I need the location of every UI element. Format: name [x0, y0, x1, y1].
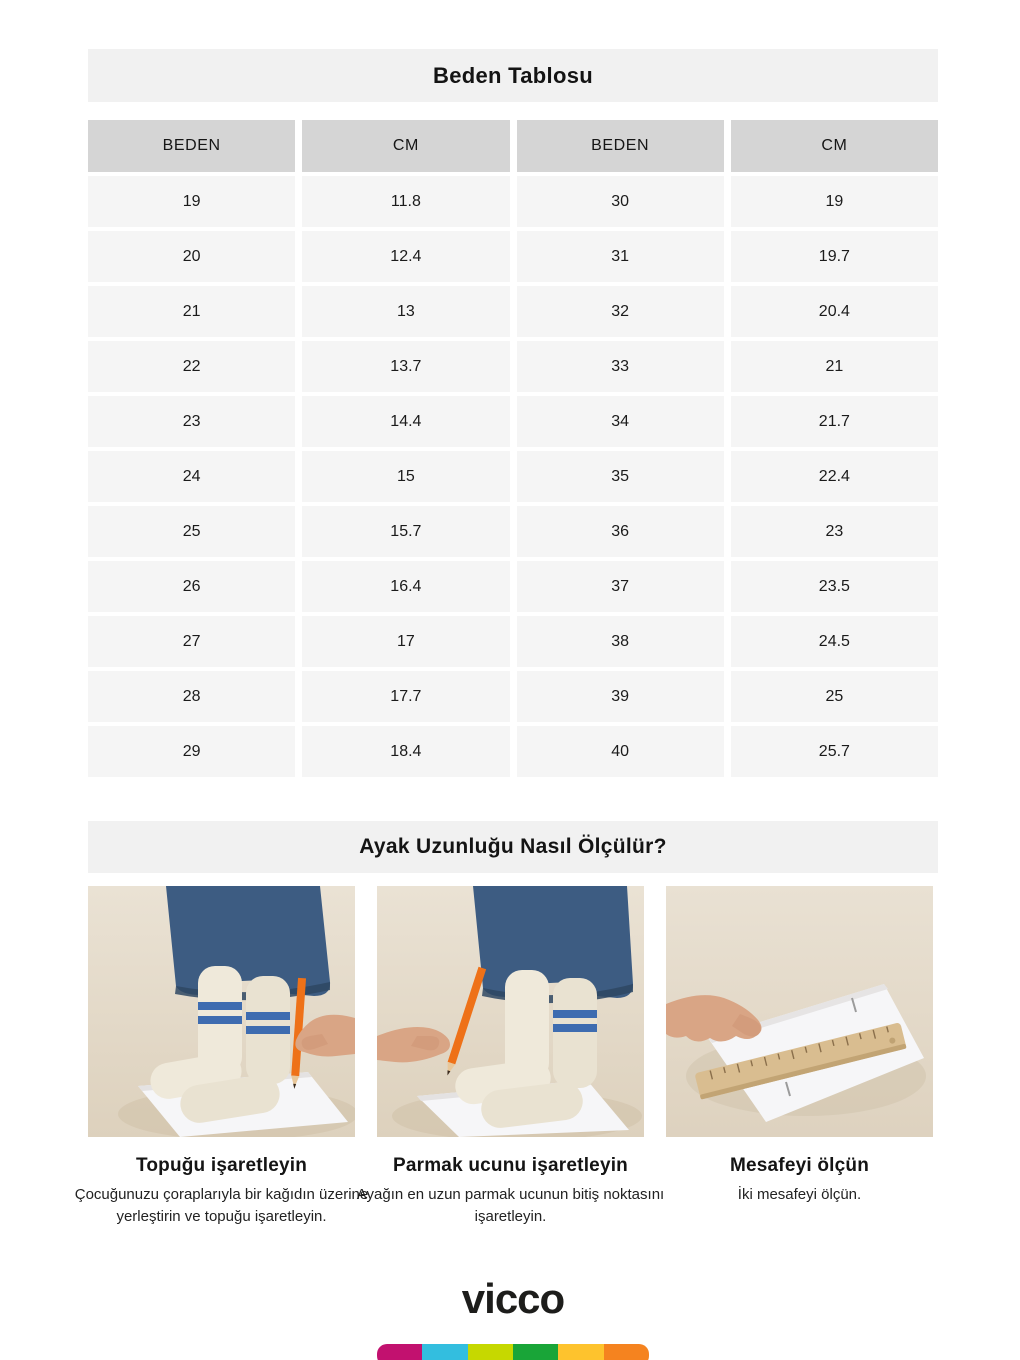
measure-title-bar — [88, 821, 938, 873]
size-guide-page — [74, 49, 938, 1360]
cm-cell: 18.4 — [302, 726, 509, 777]
cm-cell: 12.4 — [302, 231, 509, 282]
brand-bar-segment — [513, 1344, 558, 1360]
cm-cell: 17.7 — [302, 671, 509, 722]
size-cell: 20 — [88, 231, 295, 282]
size-cell: 39 — [517, 671, 724, 722]
cm-cell: 15.7 — [302, 506, 509, 557]
table-row — [88, 561, 938, 612]
table-row — [88, 671, 938, 722]
cm-cell: 23.5 — [731, 561, 938, 612]
column-header-beden-left: BEDEN — [88, 120, 295, 172]
brand-color-bar — [377, 1344, 649, 1360]
size-cell: 35 — [517, 451, 724, 502]
step-measure-distance — [666, 886, 933, 1228]
cm-cell: 22.4 — [731, 451, 938, 502]
step-title: Parmak ucunu işaretleyin — [392, 1155, 628, 1176]
cm-cell: 13.7 — [302, 341, 509, 392]
size-table — [88, 120, 938, 777]
table-row — [88, 176, 938, 227]
step-mark-toe — [356, 886, 665, 1228]
table-row — [88, 231, 938, 282]
mark-toe-photo — [377, 886, 644, 1137]
cm-cell: 19.7 — [731, 231, 938, 282]
size-cell: 36 — [517, 506, 724, 557]
step-description: Ayağın en uzun parmak ucunun bitiş noktasını işaretleyin. — [356, 1186, 665, 1225]
column-header-cm-left: CM — [302, 120, 509, 172]
cm-cell: 20.4 — [731, 286, 938, 337]
table-row — [88, 726, 938, 777]
measure-distance-photo — [666, 886, 933, 1137]
step-title: Mesafeyi ölçün — [729, 1155, 869, 1176]
size-cell: 40 — [517, 726, 724, 777]
cm-cell: 16.4 — [302, 561, 509, 612]
step-mark-heel — [74, 886, 369, 1228]
cm-cell: 19 — [731, 176, 938, 227]
size-cell: 38 — [517, 616, 724, 667]
footer — [88, 1276, 938, 1360]
cm-cell: 24.5 — [731, 616, 938, 667]
size-cell: 31 — [517, 231, 724, 282]
size-table-header-row — [88, 120, 938, 172]
step-description: İki mesafeyi ölçün. — [737, 1186, 862, 1203]
size-cell: 30 — [517, 176, 724, 227]
table-row — [88, 396, 938, 447]
table-row — [88, 506, 938, 557]
cm-cell: 23 — [731, 506, 938, 557]
table-row — [88, 451, 938, 502]
size-cell: 37 — [517, 561, 724, 612]
size-cell: 19 — [88, 176, 295, 227]
size-cell: 25 — [88, 506, 295, 557]
size-cell: 21 — [88, 286, 295, 337]
cm-cell: 25 — [731, 671, 938, 722]
column-header-beden-right: BEDEN — [517, 120, 724, 172]
size-cell: 28 — [88, 671, 295, 722]
column-header-cm-right: CM — [731, 120, 938, 172]
table-row — [88, 616, 938, 667]
cm-cell: 15 — [302, 451, 509, 502]
measure-title: Ayak Uzunluğu Nasıl Ölçülür? — [359, 835, 667, 858]
size-cell: 34 — [517, 396, 724, 447]
vicco-logo: vicco — [461, 1275, 565, 1322]
size-cell: 32 — [517, 286, 724, 337]
cm-cell: 21.7 — [731, 396, 938, 447]
step-title: Topuğu işaretleyin — [135, 1155, 308, 1176]
step-description: Çocuğunuzu çoraplarıyla bir kağıdın üzerine yerleştirin ve topuğu işaretleyin. — [74, 1186, 369, 1225]
size-cell: 23 — [88, 396, 295, 447]
table-row — [88, 286, 938, 337]
size-table-title: Beden Tablosu — [433, 62, 593, 88]
brand-bar-segment — [377, 1344, 422, 1360]
cm-cell: 11.8 — [302, 176, 509, 227]
size-cell: 24 — [88, 451, 295, 502]
cm-cell: 17 — [302, 616, 509, 667]
size-cell: 22 — [88, 341, 295, 392]
table-row — [88, 341, 938, 392]
cm-cell: 21 — [731, 341, 938, 392]
brand-bar-segment — [558, 1344, 603, 1360]
size-cell: 26 — [88, 561, 295, 612]
cm-cell: 14.4 — [302, 396, 509, 447]
size-cell: 33 — [517, 341, 724, 392]
mark-heel-photo — [88, 886, 355, 1137]
measure-steps — [74, 886, 938, 1228]
brand-bar-segment — [604, 1344, 649, 1360]
size-table-title-bar — [88, 49, 938, 102]
brand-bar-segment — [422, 1344, 467, 1360]
size-cell: 27 — [88, 616, 295, 667]
cm-cell: 25.7 — [731, 726, 938, 777]
size-cell: 29 — [88, 726, 295, 777]
cm-cell: 13 — [302, 286, 509, 337]
brand-bar-segment — [468, 1344, 513, 1360]
